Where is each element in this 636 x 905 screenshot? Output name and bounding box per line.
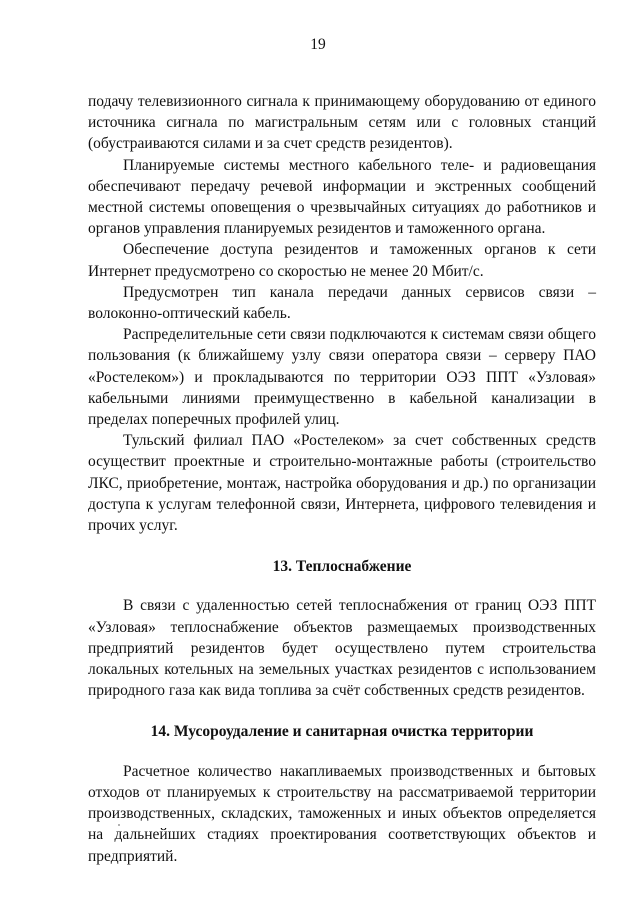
section-heading-heat-supply: 13. Теплоснабжение xyxy=(272,558,412,576)
paragraph-heat-supply: В связи с удаленностью сетей теплоснабжения от границ ОЭЗ ППТ «Узловая» теплоснабжение объектов размещаемых производственных предприятий резидентов будет осуществлено путем строительства локальных котельных на земельных участках резидентов с использованием природного газа как вида топлива за счёт собственных средств резидентов. xyxy=(88,597,596,700)
paragraph-distribution-networks: Распределительные сети связи подключаются к системам связи общего пользования (к ближайшему узлу связи оператора связи – серверу ПАО «Ростелеком») и прокладываются по территории ОЭЗ ППТ «Узловая» кабельными линиями преимущественно в кабельной канализации в пределах поперечных профилей улиц. xyxy=(88,326,596,429)
document-body xyxy=(88,91,596,867)
paragraph-channel-type: Предусмотрен тип канала передачи данных сервисов связи – волоконно-оптический кабель. xyxy=(88,283,596,323)
paragraph-internet-access: Обеспечение доступа резидентов и таможенных органов к сети Интернет предусмотрено со скоростью не менее 20 Мбит/с. xyxy=(88,241,596,280)
paragraph-rostelecom-branch: Тульский филиал ПАО «Ростелеком» за счет собственных средств осуществит проектные и строительно-монтажные работы (строительство ЛКС, приобретение, монтаж, настройка оборудования и др.) по организации доступа к услугам телефонной связи, Интернета, цифрового телевидения и прочих услуг. xyxy=(88,432,596,535)
section-heading-waste-removal: 14. Мусороудаление и санитарная очистка территории xyxy=(150,723,534,741)
page-number: 19 xyxy=(310,36,326,53)
paragraph-tv-signal: подачу телевизионного сигнала к принимающему оборудованию от единого источника сигнала по магистральным сетям или с головных станций (обустраиваются силами и за счет средств резидентов). xyxy=(88,93,596,153)
scan-speck xyxy=(118,824,120,826)
paragraph-waste-removal: Расчетное количество накапливаемых производственных и бытовых отходов от планируемых к строительству на рассматриваемой территории производственных, складских, таможенных и иных объектов определяется на дальнейших стадиях проектирования соответствующих объектов и предприятий. xyxy=(88,762,596,865)
paragraph-broadcasting-systems: Планируемые системы местного кабельного теле- и радиовещания обеспечивают передачу речевой информации и экстренных сообщений местной системы оповещения о чрезвычайных ситуациях до работников и органов управления планируемых резидентов и таможенного органа. xyxy=(88,156,596,238)
